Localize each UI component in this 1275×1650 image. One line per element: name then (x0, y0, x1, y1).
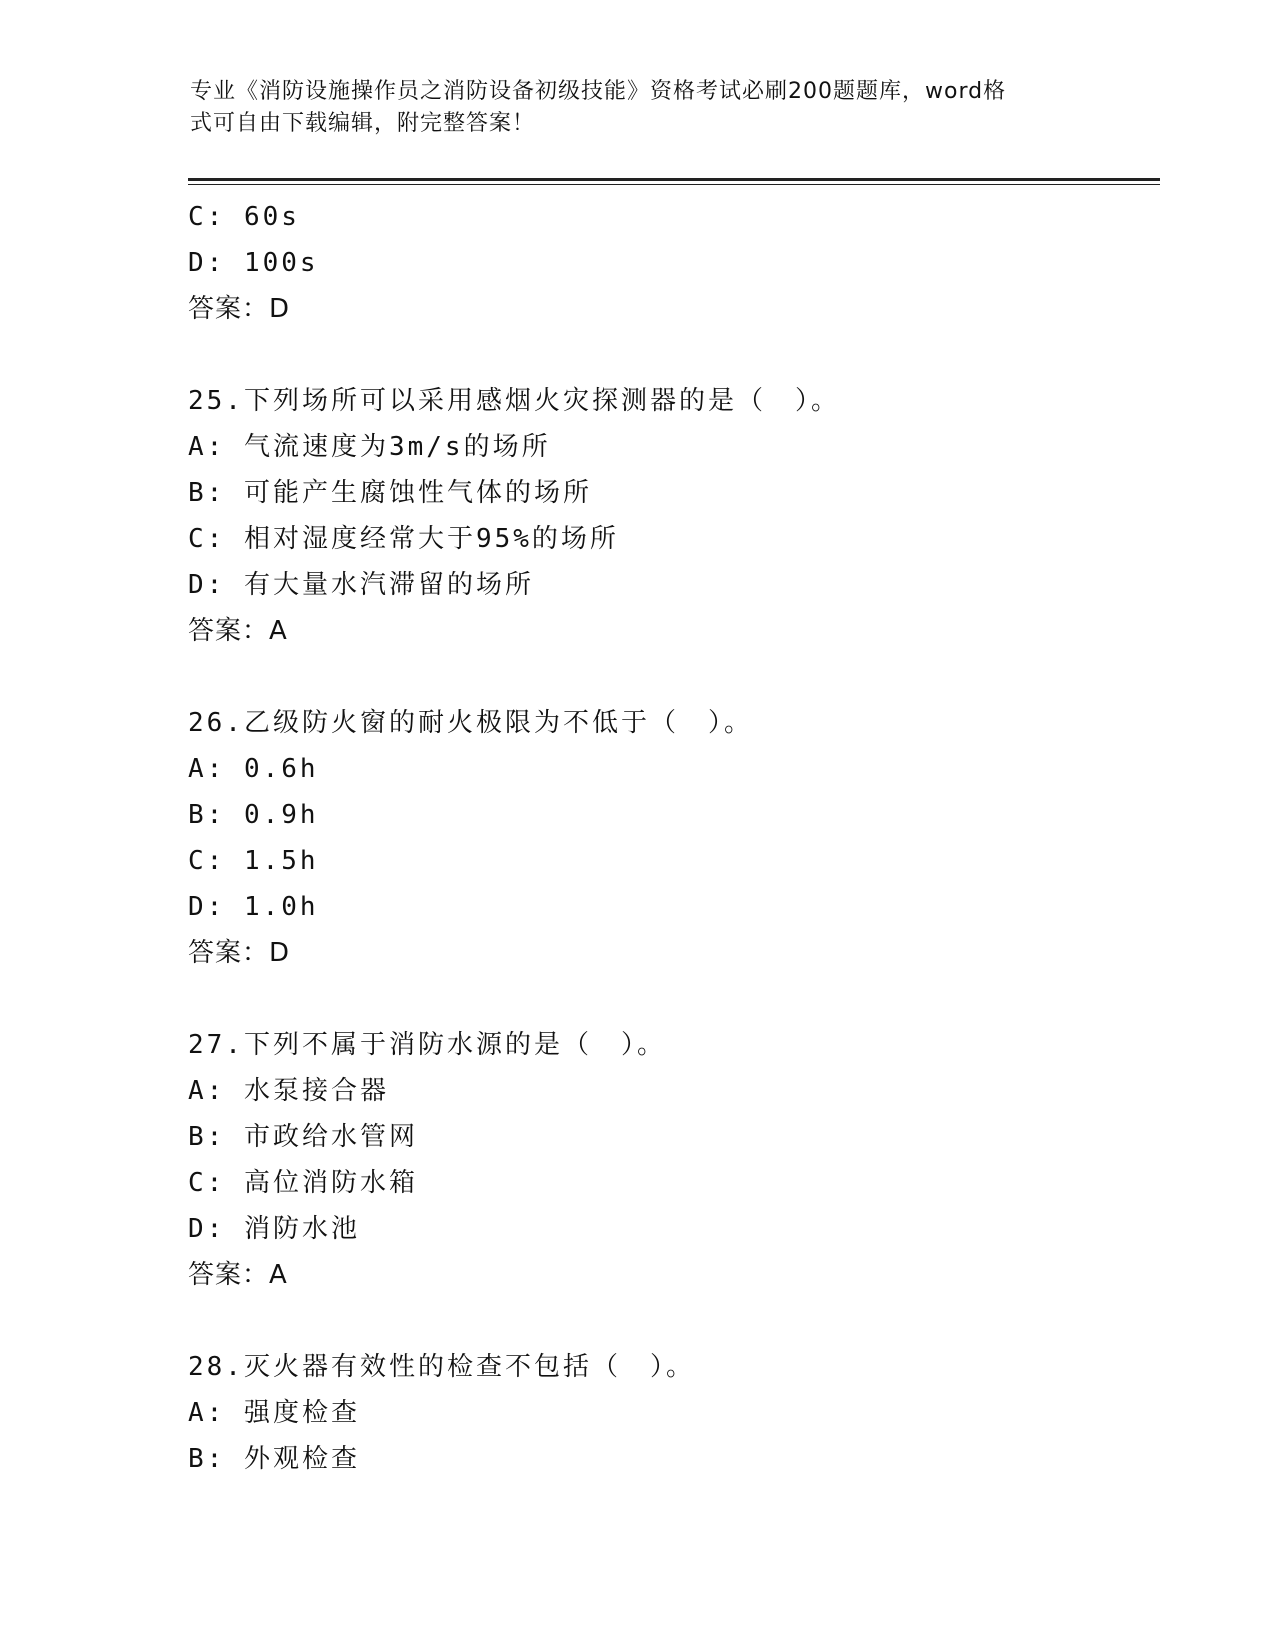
option-b: B: 市政给水管网 (188, 1122, 418, 1152)
option-d: D: 消防水池 (188, 1214, 360, 1244)
question-stem: 26.乙级防火窗的耐火极限为不低于（ ）。 (188, 708, 753, 738)
question-stem: 25.下列场所可以采用感烟火灾探测器的是（ ）。 (188, 386, 840, 416)
option-a: A: 水泵接合器 (188, 1076, 389, 1106)
option-d: D: 100s (188, 248, 319, 278)
option-d: D: 有大量水汽滞留的场所 (188, 570, 534, 600)
question-26 (188, 700, 1188, 976)
option-c: C: 60s (188, 202, 300, 232)
header-line-2: 式可自由下载编辑，附完整答案！ (190, 111, 536, 136)
option-b: B: 可能产生腐蚀性气体的场所 (188, 478, 592, 508)
option-b: B: 外观检查 (188, 1444, 360, 1474)
option-b: B: 0.9h (188, 800, 319, 830)
answer-label: 答案：D (188, 294, 291, 324)
answer-label: 答案：A (188, 616, 288, 646)
question-25 (188, 378, 1188, 654)
option-c: C: 相对湿度经常大于95%的场所 (188, 524, 619, 554)
answer-label: 答案：D (188, 938, 291, 968)
option-c: C: 1.5h (188, 846, 319, 876)
header-divider-thin (188, 184, 1160, 185)
option-a: A: 强度检查 (188, 1398, 360, 1428)
question-stem: 28.灭火器有效性的检查不包括（ ）。 (188, 1352, 695, 1382)
option-c: C: 高位消防水箱 (188, 1168, 418, 1198)
answer-label: 答案：A (188, 1260, 288, 1290)
option-d: D: 1.0h (188, 892, 319, 922)
option-a: A: 0.6h (188, 754, 319, 784)
header-divider-thick (188, 178, 1160, 181)
question-28 (188, 1344, 1188, 1482)
header-line-1: 专业《消防设施操作员之消防设备初级技能》资格考试必刷200题题库，word格 (190, 79, 1007, 104)
question-24-tail (188, 194, 1188, 332)
document-header (190, 76, 1090, 140)
question-list (188, 194, 1188, 1482)
question-stem: 27.下列不属于消防水源的是（ ）。 (188, 1030, 666, 1060)
question-27 (188, 1022, 1188, 1298)
option-a: A: 气流速度为3m/s的场所 (188, 432, 551, 462)
